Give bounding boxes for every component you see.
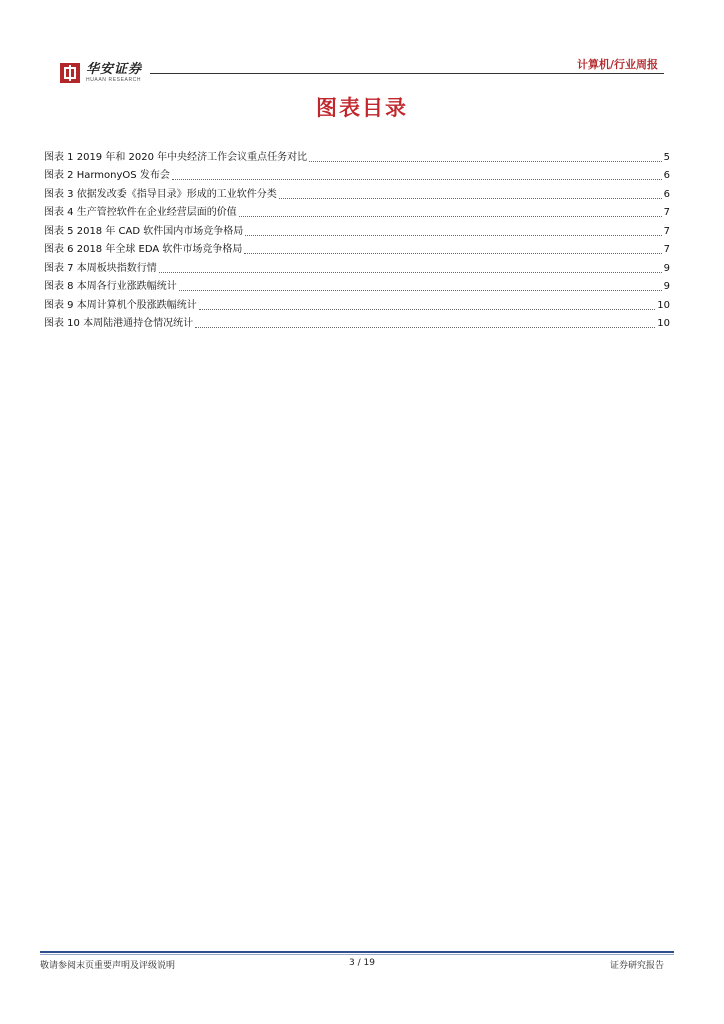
toc-entry-page: 5 [663,151,670,163]
toc-entry-label: 图表 3 依据发改委《指导目录》形成的工业软件分类 [44,188,277,200]
toc-entry-label: 图表 4 生产管控软件在企业经营层面的价值 [44,207,237,218]
company-logo [60,60,142,86]
footer-divider [40,951,674,953]
logo-text [86,63,142,84]
toc-entry-label: 图表 2 HarmonyOS 发布会 [44,170,170,181]
footer-disclaimer: 敬请参阅末页重要声明及评级说明 [40,961,176,971]
toc-leader-dots [172,179,662,180]
toc-leader-dots [239,216,662,217]
toc-entry[interactable] [44,146,670,165]
toc-entry[interactable] [44,276,670,295]
toc-leader-dots [244,253,661,254]
toc-entry-label: 图表 9 本周计算机个股涨跌幅统计 [44,299,197,311]
toc-entry[interactable] [44,313,670,332]
logo-english-name: HUAAN RESEARCH [86,76,142,83]
header-divider [150,73,664,74]
toc-entry[interactable] [44,220,670,239]
toc-entry[interactable] [44,202,670,221]
toc-entry-label: 图表 5 2018 年 CAD 软件国内市场竞争格局 [44,225,244,237]
toc-entry-page: 10 [657,299,670,311]
footer-divider-thin [40,954,674,955]
toc-entry-label: 图表 8 本周各行业涨跌幅统计 [44,281,177,292]
page-number: 3 / 19 [349,958,375,968]
toc-leader-dots [195,327,655,328]
toc-entry-page: 6 [663,170,670,181]
toc-list [44,146,670,331]
toc-entry-label: 图表 1 2019 年和 2020 年中央经济工作会议重点任务对比 [44,151,308,163]
toc-entry[interactable] [44,294,670,313]
toc-entry-page: 7 [663,207,670,218]
logo-seal-icon [60,63,80,83]
toc-entry-page: 9 [663,281,670,292]
report-category-tag: 计算机/行业周报 [576,58,658,71]
toc-leader-dots [245,235,661,236]
toc-entry[interactable] [44,239,670,258]
toc-leader-dots [199,309,656,310]
toc-entry-label: 图表 10 本周陆港通持仓情况统计 [44,318,194,329]
logo-chinese-name: 华安证券 [86,61,143,77]
toc-leader-dots [179,290,662,291]
toc-entry[interactable] [44,165,670,184]
toc-entry-label: 图表 7 本周板块指数行情 [44,262,157,274]
footer-report-type: 证券研究报告 [609,961,664,971]
toc-entry[interactable] [44,257,670,276]
toc-entry-page: 6 [663,188,670,200]
toc-entry-page: 7 [663,244,670,255]
toc-entry[interactable] [44,183,670,202]
toc-leader-dots [279,198,662,199]
toc-entry-page: 10 [657,318,670,329]
toc-entry-label: 图表 6 2018 年全球 EDA 软件市场竞争格局 [44,244,243,255]
toc-title: 图表目录 [316,96,408,120]
toc-leader-dots [309,161,661,162]
toc-entry-page: 9 [663,262,670,274]
toc-leader-dots [159,272,662,273]
toc-entry-page: 7 [663,225,670,237]
